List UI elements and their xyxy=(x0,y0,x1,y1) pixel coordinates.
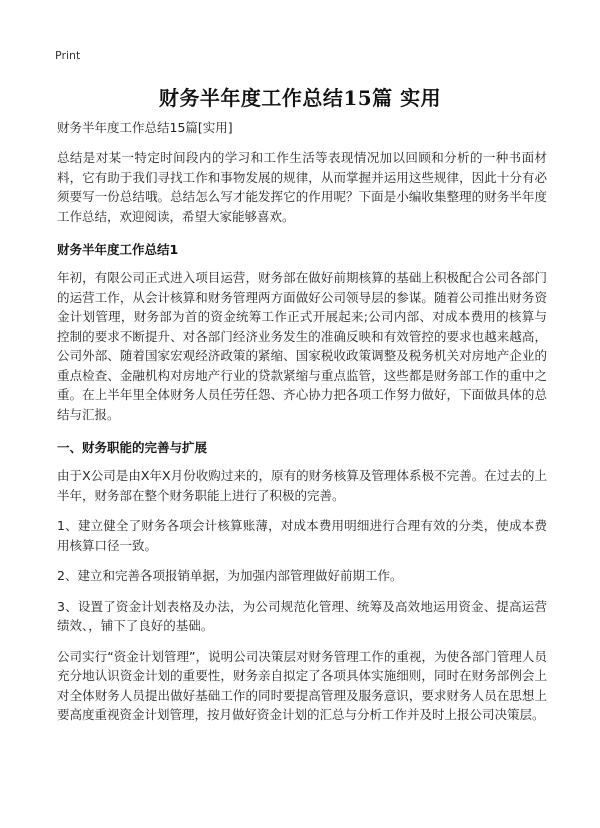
list-item-1: 1、建立健全了财务各项会计核算账薄，对成本费用明细进行合理有效的分类，使成本费用核算口径一致。 xyxy=(57,518,547,553)
list-item-2: 2、建立和完善各项报销单据，为加强内部管理做好前期工作。 xyxy=(57,568,403,583)
print-label: Print xyxy=(55,49,81,62)
section-heading-2: 一、财务职能的完善与扩展 xyxy=(57,440,208,455)
intro-paragraph: 总结是对某一特定时间段内的学习和工作生活等表现情况加以回顾和分析的一种书面材料，它有助于我们寻找工作和事物发展的规律，从而掌握并运用这些规律，因此十分有必须要写一份总结哦。总结怎么写才能发挥它的作用呢？下面是小编收集整理的财务半年度工作总结，欢迎阅读，希望大家能够喜欢。 xyxy=(57,150,547,224)
list-item-3: 3、设置了资金计划表格及办法，为公司规范化管理、统筹及高效地运用资金、提高运营绩效、，铺下了良好的基础。 xyxy=(57,598,547,633)
document-subtitle: 财务半年度工作总结15篇[实用] xyxy=(57,120,233,135)
section-heading-1: 财务半年度工作总结1 xyxy=(57,242,179,257)
paragraph-2: 由于X公司是由X年X月份收购过来的，原有的财务核算及管理体系极不完善。在过去的上半年，财务部在整个财务职能上进行了积极的完善。 xyxy=(57,468,547,503)
paragraph-1: 年初，有限公司正式进入项目运营，财务部在做好前期核算的基础上积极配合公司各部门的运营工作，从会计核算和财务管理两方面做好公司领导层的参谋。随着公司推出财务资金计划管理，财务部为首的资金统筹工作正式开展起来;公司内部、对成本费用的核算与控制的要求不断提升、对各部门经济业务发生的准确反映和有效管控的要求也越来越高，公司外部、随着国家宏观经济政策的紧缩、国家税收政策调整及税务机关对房地产企业的重点检查、金融机构对房地产行业的贷款紧缩与重点监管，这些都是财务部工作的重中之重。在上半年里全体财务人员任劳任怨、齐心协力把各项工作努力做好，下面做具体的总结与汇报。 xyxy=(57,270,547,422)
document-title: 财务半年度工作总结15篇 实用 xyxy=(158,86,442,110)
document-body xyxy=(57,118,547,736)
paragraph-3: 公司实行“资金计划管理”，说明公司决策层对财务管理工作的重视，为使各部门管理人员充分地认识资金计划的重要性，财务亲自拟定了各项具体实施细则，同时在财务部例会上对全体财务人员提出做好基础工作的同时要提高管理及服务意识，要求财务人员在思想上要高度重视资金计划管理，按月做好资金计划的汇总与分析工作并及时上报公司决策层。 xyxy=(57,648,547,722)
